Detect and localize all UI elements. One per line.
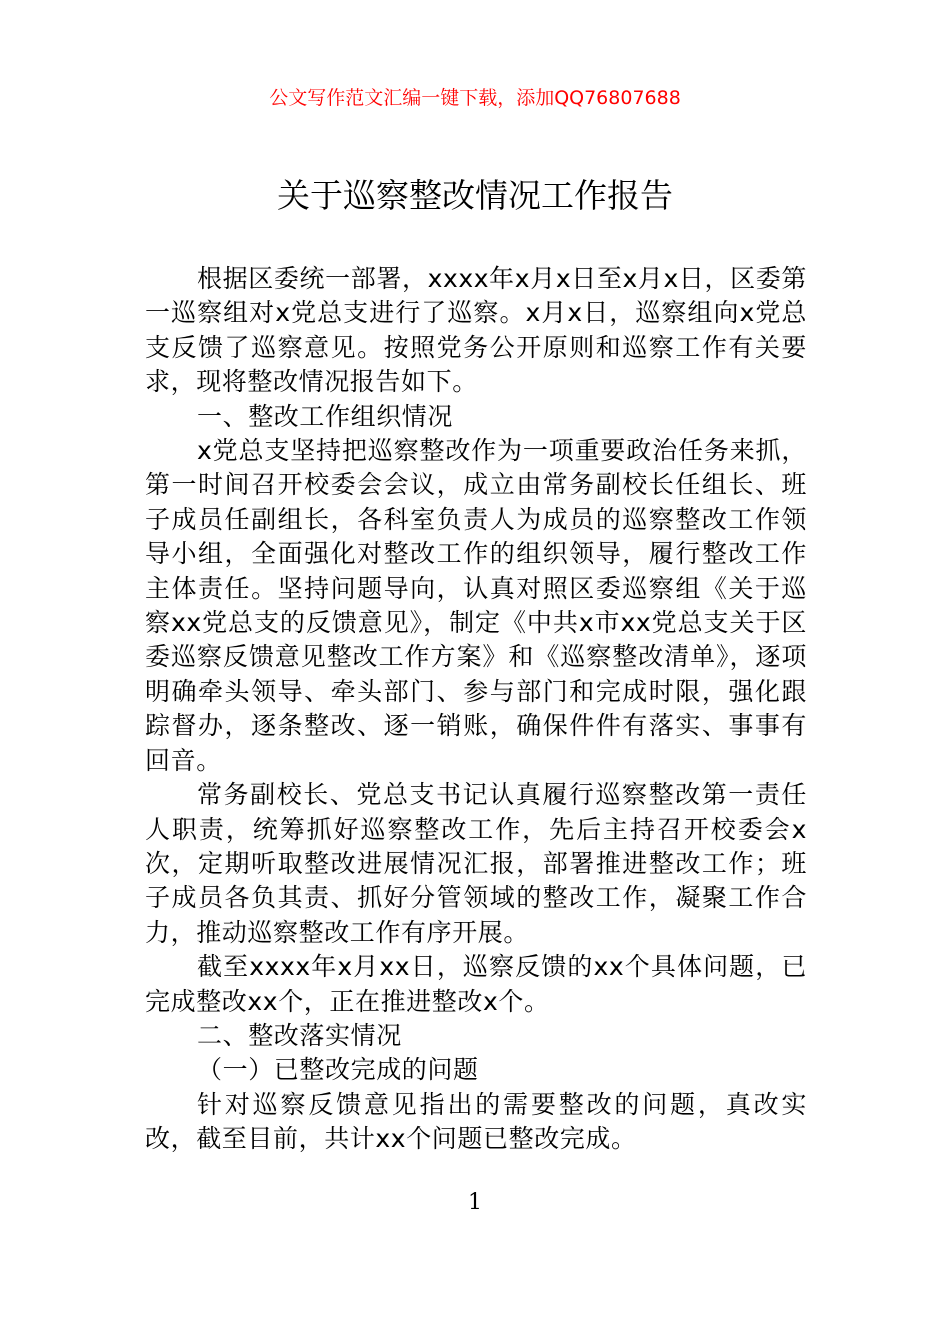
section-heading-1: 一、整改工作组织情况 <box>197 401 454 431</box>
page-number: 1 <box>468 1190 482 1215</box>
body-paragraph: 截至xxxx年x月xx日，巡察反馈的xx个具体问题，已完成整改xx个，正在推进整改x个。 <box>145 952 807 1016</box>
document-body <box>145 262 807 1157</box>
body-paragraph: x党总支坚持把巡察整改作为一项重要政治任务来抓，第一时间召开校委会会议，成立由常务副校长任组长、班子成员任副组长，各科室负责人为成员的巡察整改工作领导小组，全面强化对整改工作的组织领导，履行整改工作主体责任。坚持问题导向，认真对照区委巡察组《关于巡察xx党总支的反馈意见》，制定《中共x市xx党总支关于区委巡察反馈意见整改工作方案》和《巡察整改清单》，逐项明确牵头领导、牵头部门、参与部门和完成时限，强化跟踪督办，逐条整改、逐一销账，确保件件有落实、事事有回音。 <box>145 436 807 775</box>
subsection-heading-1: （一）已整改完成的问题 <box>197 1055 479 1085</box>
body-paragraph: 针对巡察反馈意见指出的需要整改的问题，真改实改，截至目前，共计xx个问题已整改完成。 <box>145 1089 807 1154</box>
section-heading-2: 二、整改落实情况 <box>197 1020 402 1050</box>
body-paragraph: 常务副校长、党总支书记认真履行巡察整改第一责任人职责，统筹抓好巡察整改工作，先后主持召开校委会x次，定期听取整改进展情况汇报，部署推进整改工作；班子成员各负其责、抓好分管领域的整改工作，凝聚工作合力，推动巡察整改工作有序开展。 <box>145 780 807 947</box>
document-title: 关于巡察整改情况工作报告 <box>277 176 673 215</box>
intro-paragraph: 根据区委统一部署，xxxx年x月x日至x月x日，区委第一巡察组对x党总支进行了巡察。x月x日，巡察组向x党总支反馈了巡察意见。按照党务公开原则和巡察工作有关要求，现将整改情况报告如下。 <box>145 264 807 397</box>
download-watermark: 公文写作范文汇编一键下载，添加QQ76807688 <box>269 87 681 109</box>
